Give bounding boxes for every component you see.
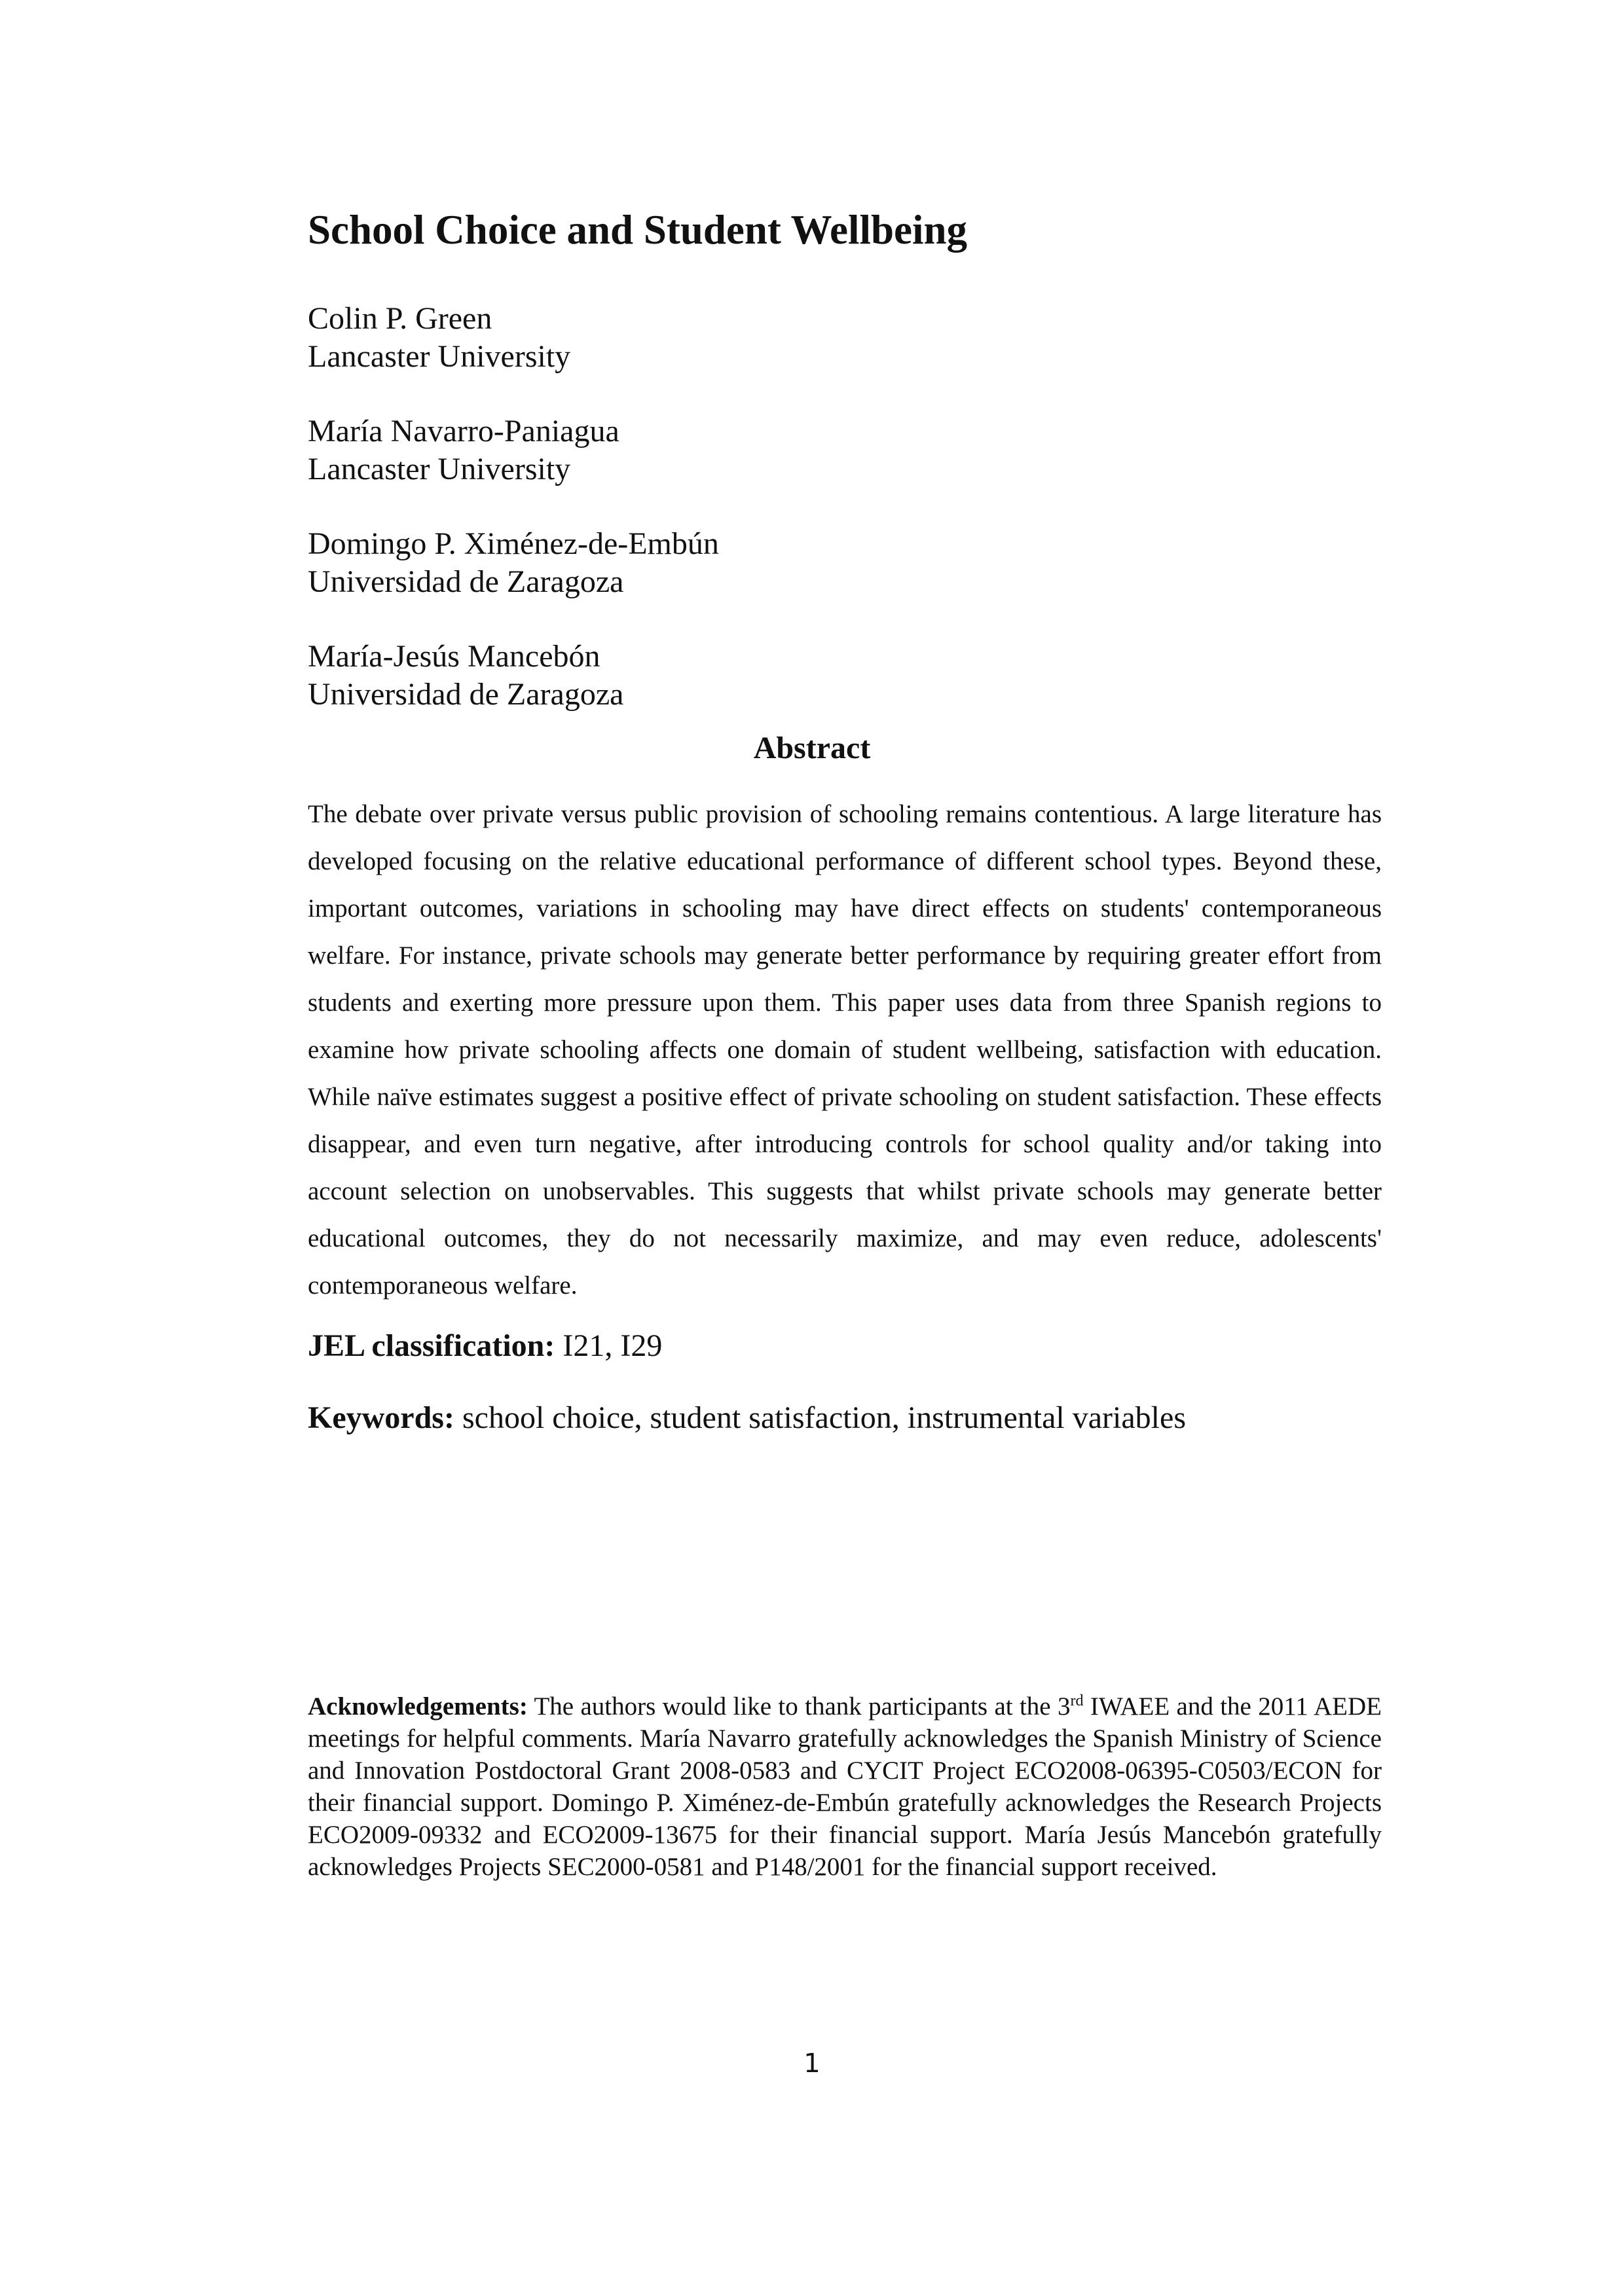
author-block <box>308 638 623 714</box>
acknowledgements <box>308 1690 1382 1883</box>
jel-label: JEL classification: <box>308 1328 555 1363</box>
keywords-value: school choice, student satisfaction, instrumental variables <box>454 1400 1186 1435</box>
author-name: María Navarro-Paniagua <box>308 414 619 448</box>
keywords <box>308 1399 1186 1437</box>
jel-classification <box>308 1327 662 1365</box>
author-block <box>308 300 570 376</box>
author-affiliation: Universidad de Zaragoza <box>308 564 624 599</box>
author-name: María-Jesús Mancebón <box>308 639 600 674</box>
jel-value: I21, I29 <box>555 1328 663 1363</box>
abstract-text: The debate over private versus public provision of schooling remains contentious. A large literature has developed focusing on the relative educational performance of different school types. Beyond these, important outcomes, variations in schooling may have direct effects on students' contemporaneous welfare. For instance, private schools may generate better performance by requiring greater effort from students and exerting more pressure upon them. This paper uses data from three Spanish regions to examine how private schooling affects one domain of student wellbeing, satisfaction with education. While naïve estimates suggest a positive effect of private schooling on student satisfaction. These effects disappear, and even turn negative, after introducing controls for school quality and/or taking into account selection on unobservables. This suggests that whilst private schools may generate better educational outcomes, they do not necessarily maximize, and may even reduce, adolescents' contemporaneous welfare. <box>308 800 1382 1300</box>
author-affiliation: Lancaster University <box>308 339 571 374</box>
paper-title: School Choice and Student Wellbeing <box>308 207 968 253</box>
acknowledgements-text-end: IWAEE and the 2011 AEDE meetings for helpful comments. María Navarro gratefully acknowledges the Spanish Ministry of Science and Innovation Postdoctoral Grant 2008-0583 and CYCIT Project ECO2008-06395-C0503/ECON for their financial support. Domingo P. Ximénez-de-Embún gratefully acknowledges the Research Projects ECO2009-09332 and ECO2009-13675 for their financial support. María Jesús Mancebón gratefully acknowledges Projects SEC2000-0581 and P148/2001 for the financial support received. <box>308 1692 1382 1881</box>
author-name: Domingo P. Ximénez-de-Embún <box>308 526 719 561</box>
abstract-heading: Abstract <box>753 731 871 765</box>
ordinal-superscript: rd <box>1070 1692 1084 1709</box>
author-affiliation: Lancaster University <box>308 452 571 486</box>
author-name: Colin P. Green <box>308 301 492 336</box>
author-block <box>308 412 619 488</box>
author-block <box>308 525 719 601</box>
page-number: 1 <box>803 2049 821 2079</box>
acknowledgements-text-start: The authors would like to thank participants at the 3 <box>527 1692 1071 1721</box>
acknowledgements-label: Acknowledgements: <box>308 1692 528 1721</box>
keywords-label: Keywords: <box>308 1400 454 1435</box>
author-affiliation: Universidad de Zaragoza <box>308 677 624 712</box>
